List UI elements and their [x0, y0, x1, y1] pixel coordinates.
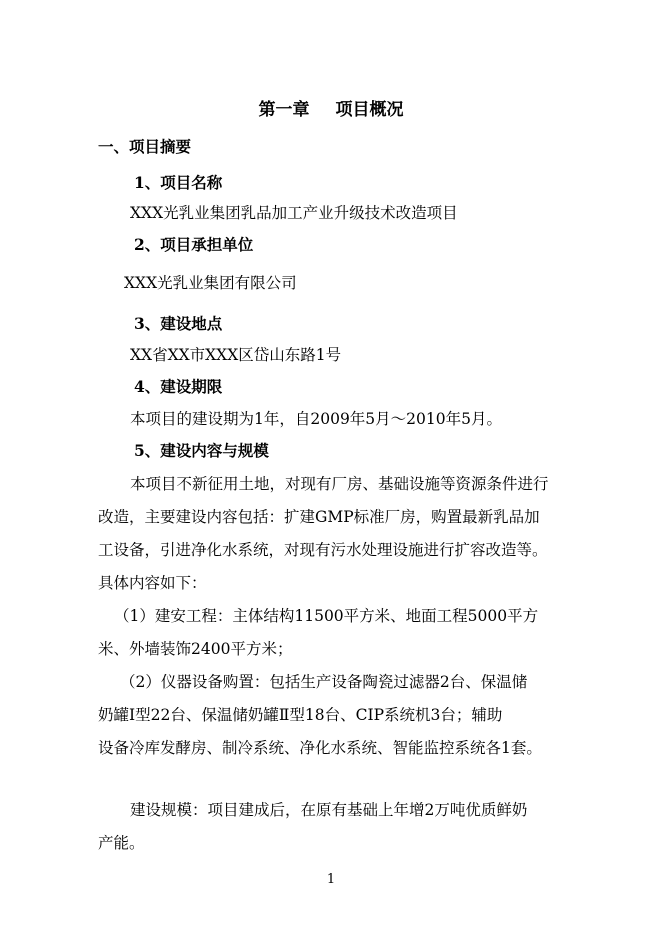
chapter-name: 项目概况 [335, 100, 404, 120]
page-number: 1 [326, 872, 336, 887]
item-3-heading: 3、建设地点 [134, 314, 223, 333]
scale-line: 产能。 [98, 834, 145, 852]
intro-line: 改造，主要建设内容包括：扩建GMP标准厂房，购置最新乳品加 [98, 508, 540, 526]
intro-line: 工设备，引进净化水系统，对现有污水处理设施进行扩容改造等。 [98, 541, 548, 559]
item-1-text: XXX光乳业集团乳品加工产业升级技术改造项目 [130, 204, 458, 222]
item-2-heading: 2、项目承担单位 [134, 235, 254, 254]
scale-line: 建设规模：项目建成后，在原有基础上年增2万吨优质鲜奶 [130, 801, 528, 819]
item2-line: 设备冷库发酵房、制冷系统、净化水系统、智能监控系统各1套。 [98, 739, 542, 757]
intro-line: 本项目不新征用土地，对现有厂房、基础设施等资源条件进行 [130, 475, 549, 493]
chapter-number: 第一章 [258, 100, 310, 120]
item2-line: （2）仪器设备购置：包括生产设备陶瓷过滤器2台、保温储 [120, 673, 528, 691]
item1-line: 米、外墙装饰2400平方米； [98, 640, 293, 658]
item-5-heading: 5、建设内容与规模 [134, 441, 269, 460]
item-2-text: XXX光乳业集团有限公司 [124, 274, 297, 292]
item-4-heading: 4、建设期限 [134, 377, 223, 396]
item-1-heading: 1、项目名称 [134, 173, 223, 192]
item2-line: 奶罐Ⅰ型22台、保温储奶罐Ⅱ型18台、CIP系统机3台；辅助 [98, 706, 503, 724]
intro-line: 具体内容如下： [98, 574, 207, 592]
item-4-text: 本项目的建设期为1年，自2009年5月～2010年5月。 [130, 410, 502, 428]
chapter-title [0, 95, 662, 120]
item-3-text: XX省XX市XXX区岱山东路1号 [130, 346, 342, 364]
item1-line: （1）建安工程：主体结构11500平方米、地面工程5000平方 [114, 607, 539, 625]
section-heading: 一、项目摘要 [98, 137, 192, 156]
